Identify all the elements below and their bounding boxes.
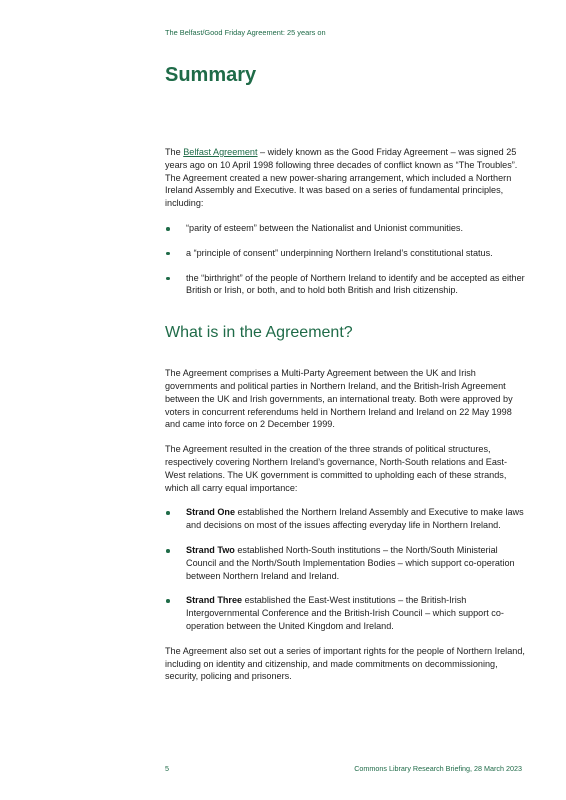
principles-list xyxy=(165,222,527,297)
intro-body: – widely known as the Good Friday Agreement – was signed 25 years ago on 10 April 1998 following three decades of conflict known as “The Troubles”. The Agreement created a new power-sharing arrangement, which included a Northern Ireland Assembly and Executive. It was based on a series of fundamental principles, including: xyxy=(165,147,518,209)
intro-lead: The xyxy=(165,147,184,157)
belfast-agreement-link[interactable]: Belfast Agreement xyxy=(183,147,258,157)
list-item: “parity of esteem” between the Nationalist and Unionist communities. xyxy=(165,222,527,235)
summary-title: Summary xyxy=(165,64,257,86)
strand-name: Strand Three xyxy=(186,595,243,606)
list-item xyxy=(165,594,527,632)
strand-name: Strand Two xyxy=(186,544,235,555)
running-header: The Belfast/Good Friday Agreement: 25 years on xyxy=(165,28,326,37)
list-item: the “birthright” of the people of Northern Ireland to identify and be accepted as either British or Irish, or both, and to hold both British and Irish citizenship. xyxy=(165,272,527,298)
page-number: 5 xyxy=(165,764,169,773)
strand-text: established the Northern Ireland Assembly and Executive to make laws and decisions on most of the issues affecting everyday life in Northern Ireland. xyxy=(186,507,524,531)
list-item xyxy=(165,544,527,582)
agreement-paragraph-2: The Agreement resulted in the creation of the three strands of political structures, respectively covering Northern Ireland’s governance, North-South relations and East-West relations. The UK government is committed to upholding each of these strands, which all carry equal importance: xyxy=(165,444,508,493)
agreement-paragraph-1: The Agreement comprises a Multi-Party Agreement between the UK and Irish governments and political parties in Northern Ireland, and the British-Irish Agreement between the UK and Irish governments, an international treaty. Both were approved by voters in concurrent referendums held in Northern Ireland and Ireland on 22 May 1998 and came into force on 2 December 1999. xyxy=(165,368,513,430)
strands-list xyxy=(165,506,527,632)
summary-intro xyxy=(165,146,527,210)
list-item xyxy=(165,506,527,532)
agreement-paragraph-3: The Agreement also set out a series of important rights for the people of Northern Ireland, including on identity and citizenship, and made commitments on decommissioning, security, policing and prisoners. xyxy=(165,645,525,682)
strand-text: established the East-West institutions – the British-Irish Intergovernmental Conference and the British-Irish Council – which support co-operation between the United Kingdom and Ireland. xyxy=(186,595,504,631)
strand-text: established North-South institutions – the North/South Ministerial Council and the North/South Implementation Bodies – which support co-operation between Northern Ireland and Ireland. xyxy=(186,544,515,581)
list-item: a “principle of consent” underpinning Northern Ireland’s constitutional status. xyxy=(165,247,527,260)
agreement-heading: What is in the Agreement? xyxy=(165,324,353,342)
page-content xyxy=(165,146,527,683)
publication-footer: Commons Library Research Briefing, 28 March 2023 xyxy=(354,764,522,773)
strand-name: Strand One xyxy=(186,507,236,518)
